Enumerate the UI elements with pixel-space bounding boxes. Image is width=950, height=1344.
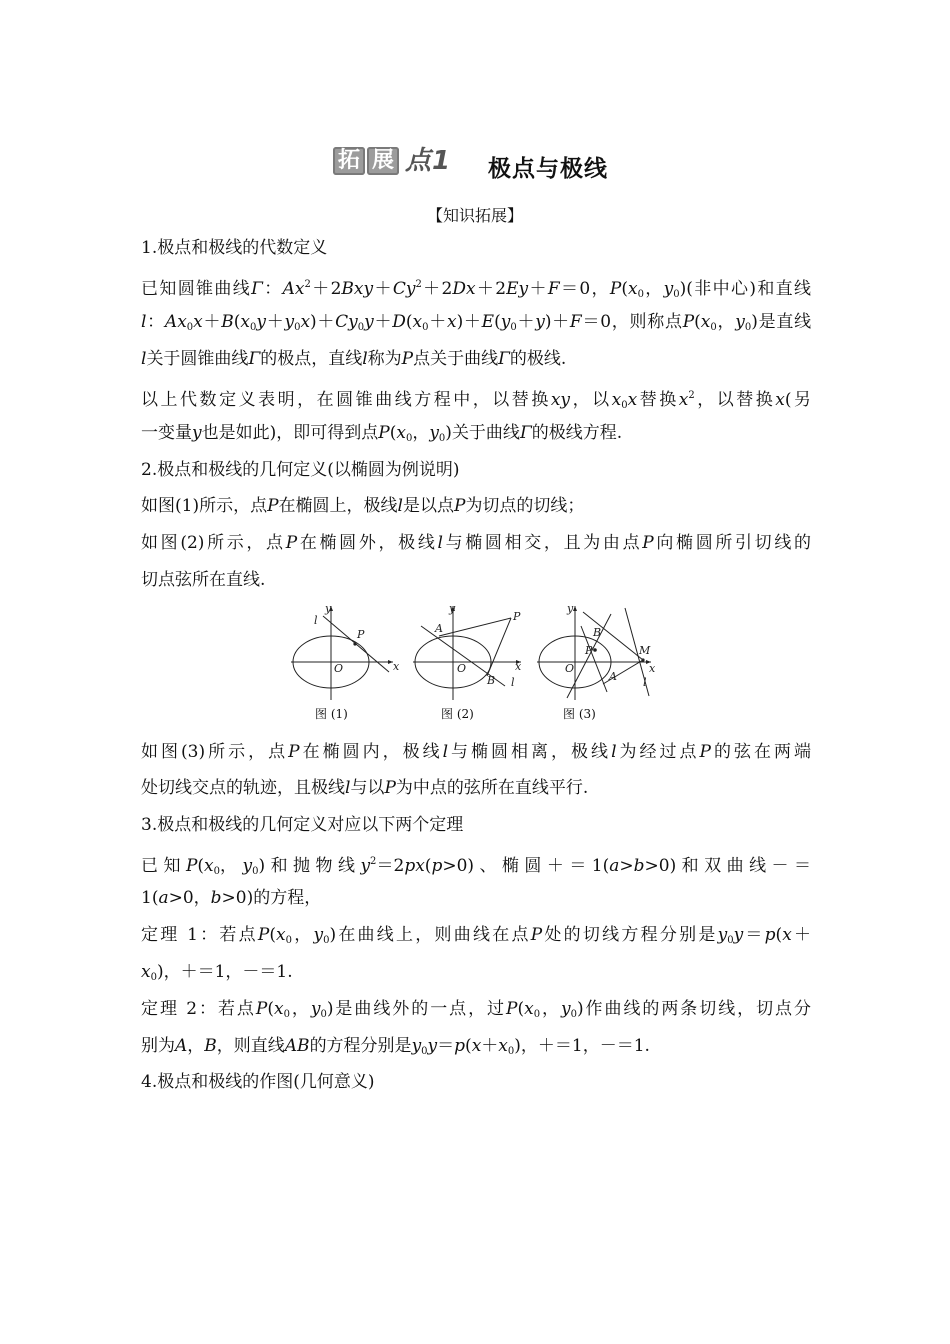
section-title bbox=[0, 142, 950, 186]
paragraph-line: 切点弦所在直线. bbox=[141, 570, 266, 590]
extension-badge bbox=[333, 146, 451, 176]
paragraph-line: $x_0$)，＋＝1，－＝1. bbox=[141, 962, 293, 983]
figure-caption-2: 图 (2) bbox=[441, 707, 474, 721]
label-b: B bbox=[593, 626, 602, 639]
label-o: O bbox=[334, 662, 344, 675]
paragraph-line: l关于圆锥曲线Γ的极点，直线l称为P点关于曲线Γ的极线. bbox=[141, 349, 567, 369]
heading-4: 4.极点和极线的作图(几何意义) bbox=[141, 1072, 375, 1092]
label-l: l bbox=[314, 614, 318, 627]
label-p: P bbox=[513, 610, 521, 623]
heading-1: 1.极点和极线的代数定义 bbox=[141, 238, 328, 258]
figure-1 bbox=[291, 602, 400, 700]
tangent-pb bbox=[487, 618, 511, 676]
label-x: x bbox=[393, 660, 400, 673]
paragraph-line: 定理 1：若点$P(x_0$，$y_0$)在曲线上，则曲线在点P处的切线方程分别是$y_0y=p(x+$ bbox=[141, 925, 812, 946]
paragraph-line: 如图(1)所示，点P在椭圆上，极线l是以点P为切点的切线； bbox=[141, 496, 585, 516]
figure-3 bbox=[537, 602, 656, 700]
label-a: A bbox=[435, 622, 443, 635]
badge-char-1: 拓 bbox=[333, 147, 365, 175]
label-b: B bbox=[487, 674, 496, 687]
heading-3: 3.极点和极线的几何定义对应以下两个定理 bbox=[141, 815, 464, 835]
figure-2 bbox=[413, 602, 522, 700]
label-a: A bbox=[609, 670, 617, 683]
paragraph-line: 已知圆锥曲线Γ：$Ax^2+2Bxy+Cy^2+2Dx+2Ey+F=0$，$P(x_0$，$y_0$)(非中心)和直线 bbox=[141, 279, 812, 300]
paragraph-line: l：$Ax_0x+B(x_0y+y_0x)+Cy_0y+D(x_0+x)+E(y_0+y)+F=0$，则称点$P(x_0$，$y_0$)是直线 bbox=[141, 312, 812, 333]
paragraph-line: 定理 2：若点$P(x_0$，$y_0$)是曲线外的一点，过$P(x_0$，$y_0$)作曲线的两条切线，切点分 bbox=[141, 999, 812, 1020]
figure-caption-1: 图 (1) bbox=[315, 707, 348, 721]
point-m bbox=[641, 658, 644, 661]
paragraph-line: 如图(3)所示，点P在椭圆内，极线l与椭圆相离，极线l为经过点P的弦在两端 bbox=[141, 742, 812, 762]
label-l: l bbox=[643, 676, 647, 689]
figure-caption-3: 图 (3) bbox=[563, 707, 596, 721]
paragraph-line: 一变量y也是如此)，即可得到点$P(x_0$，$y_0$)关于曲线Γ的极线方程. bbox=[141, 423, 623, 444]
heading-2: 2.极点和极线的几何定义(以椭圆为例说明) bbox=[141, 460, 460, 480]
label-x: x bbox=[515, 660, 522, 673]
badge-char-2: 展 bbox=[367, 147, 399, 175]
label-y: y bbox=[325, 602, 332, 615]
section-label: 【知识拓展】 bbox=[426, 206, 523, 225]
label-y: y bbox=[449, 602, 456, 615]
paragraph-line: 以上代数定义表明，在圆锥曲线方程中，以替换xy，以$x_0x$替换$x^2$，以替换x(另 bbox=[141, 390, 812, 411]
label-y: y bbox=[567, 602, 574, 615]
badge-point: 点1 bbox=[405, 146, 452, 176]
label-x: x bbox=[649, 662, 656, 675]
y-axis-arrow bbox=[573, 606, 577, 611]
paragraph-line: 1(a>0，b>0)的方程， bbox=[141, 888, 322, 908]
point-p bbox=[353, 642, 356, 645]
label-m: M bbox=[639, 644, 651, 657]
paragraph-line: 已 知 $P(x_0$， $y_0$) 和 抛 物 线 $y^2=2px(p>0)$ 、 椭 圆 ＋ ＝ 1(a>b>0) 和 双 曲 线 － ＝ bbox=[141, 856, 811, 877]
label-l: l bbox=[511, 676, 515, 689]
label-o: O bbox=[565, 662, 575, 675]
tangent-pa bbox=[439, 618, 511, 636]
label-o: O bbox=[457, 662, 467, 675]
paragraph-line: 处切线交点的轨迹，且极线l与以P为中点的弦所在直线平行. bbox=[141, 778, 589, 798]
label-p: P bbox=[357, 628, 365, 641]
point-p bbox=[593, 648, 597, 652]
label-p: P bbox=[585, 644, 593, 657]
paragraph-line: 如图(2)所示，点P在椭圆外，极线l与椭圆相交，且为由点P向椭圆所引切线的 bbox=[141, 533, 812, 553]
ellipse-figures bbox=[285, 600, 665, 710]
paragraph-line: 别为A，B，则直线AB的方程分别是$y_0y=p(x+x_0)$，＋＝1，－＝1. bbox=[141, 1036, 650, 1057]
page-title: 极点与极线 bbox=[488, 156, 608, 182]
